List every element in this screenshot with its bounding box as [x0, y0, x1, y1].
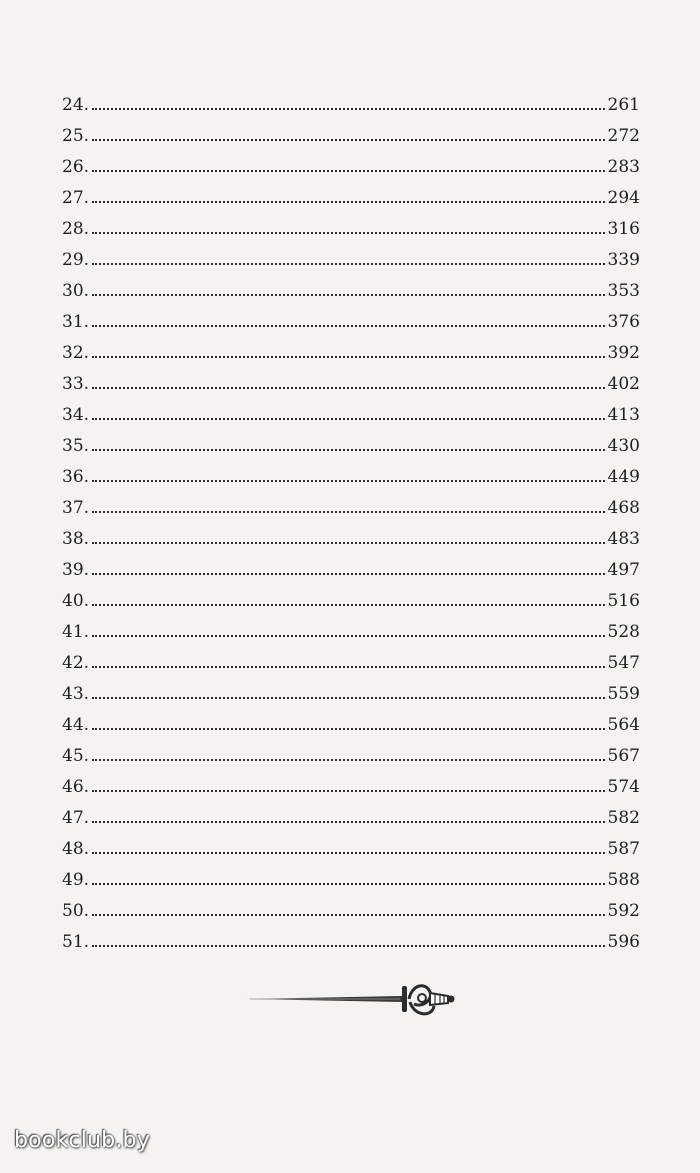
dot-leader: [92, 542, 605, 544]
dot-leader: [92, 325, 605, 327]
chapter-number: 46.: [62, 777, 90, 797]
toc-entry: [62, 270, 640, 301]
page-number: 449: [607, 467, 640, 487]
toc-entry: [62, 828, 640, 859]
dot-leader: [92, 790, 605, 792]
chapter-number: 30.: [62, 281, 90, 301]
dot-leader: [92, 449, 605, 451]
chapter-number: 50.: [62, 901, 90, 921]
chapter-number: 32.: [62, 343, 90, 363]
page-number: 402: [607, 374, 640, 394]
toc-entry: [62, 487, 640, 518]
toc-entry: [62, 611, 640, 642]
toc-entry: [62, 394, 640, 425]
dot-leader: [92, 728, 605, 730]
page-number: 316: [607, 219, 640, 239]
toc-entry: [62, 580, 640, 611]
chapter-number: 28.: [62, 219, 90, 239]
page-number: 559: [607, 684, 640, 704]
toc-entry: [62, 146, 640, 177]
page-number: 272: [607, 126, 640, 146]
chapter-number: 38.: [62, 529, 90, 549]
page-number: 261: [607, 95, 640, 115]
page-number: 294: [607, 188, 640, 208]
dot-leader: [92, 604, 605, 606]
dot-leader: [92, 697, 605, 699]
dot-leader: [92, 170, 605, 172]
toc-entry: [62, 890, 640, 921]
toc-entry: [62, 642, 640, 673]
page-number: 528: [607, 622, 640, 642]
page-number: 497: [607, 560, 640, 580]
chapter-number: 34.: [62, 405, 90, 425]
chapter-number: 29.: [62, 250, 90, 270]
chapter-number: 25.: [62, 126, 90, 146]
page-number: 516: [607, 591, 640, 611]
dot-leader: [92, 852, 605, 854]
chapter-number: 43.: [62, 684, 90, 704]
sword-icon: [244, 968, 456, 1028]
dot-leader: [92, 480, 605, 482]
chapter-number: 44.: [62, 715, 90, 735]
dot-leader: [92, 139, 605, 141]
chapter-number: 51.: [62, 932, 90, 952]
toc-entry: [62, 84, 640, 115]
toc-entry: [62, 859, 640, 890]
dot-leader: [92, 945, 605, 947]
toc-entry: [62, 115, 640, 146]
toc-entry: [62, 332, 640, 363]
toc-entry: [62, 425, 640, 456]
page-number: 376: [607, 312, 640, 332]
page-number: 574: [607, 777, 640, 797]
dot-leader: [92, 418, 605, 420]
dot-leader: [92, 263, 605, 265]
dot-leader: [92, 573, 605, 575]
dot-leader: [92, 356, 605, 358]
page-number: 547: [607, 653, 640, 673]
chapter-number: 48.: [62, 839, 90, 859]
page-number: 567: [607, 746, 640, 766]
dot-leader: [92, 201, 605, 203]
dot-leader: [92, 821, 605, 823]
toc-entry: [62, 363, 640, 394]
chapter-number: 33.: [62, 374, 90, 394]
page-number: 468: [607, 498, 640, 518]
dot-leader: [92, 108, 605, 110]
page-number: 339: [607, 250, 640, 270]
toc-entry: [62, 208, 640, 239]
dot-leader: [92, 666, 605, 668]
chapter-number: 39.: [62, 560, 90, 580]
toc-entry: [62, 239, 640, 270]
page-number: 564: [607, 715, 640, 735]
dot-leader: [92, 232, 605, 234]
dot-leader: [92, 511, 605, 513]
toc-entry: [62, 549, 640, 580]
page-number: 596: [607, 932, 640, 952]
page-number: 413: [607, 405, 640, 425]
toc-entry: [62, 921, 640, 952]
dot-leader: [92, 883, 605, 885]
page-number: 483: [607, 529, 640, 549]
chapter-number: 37.: [62, 498, 90, 518]
chapter-number: 41.: [62, 622, 90, 642]
dot-leader: [92, 635, 605, 637]
dot-leader: [92, 914, 605, 916]
dot-leader: [92, 294, 605, 296]
chapter-number: 24.: [62, 95, 90, 115]
toc-entry: [62, 177, 640, 208]
toc-entry: [62, 456, 640, 487]
chapter-number: 40.: [62, 591, 90, 611]
chapter-number: 35.: [62, 436, 90, 456]
toc-entry: [62, 301, 640, 332]
page-number: 587: [607, 839, 640, 859]
page-number: 353: [607, 281, 640, 301]
chapter-number: 49.: [62, 870, 90, 890]
page-number: 430: [607, 436, 640, 456]
page-number: 392: [607, 343, 640, 363]
chapter-number: 36.: [62, 467, 90, 487]
toc-entry: [62, 673, 640, 704]
watermark-text: bookclub.by: [14, 1128, 150, 1153]
page-number: 588: [607, 870, 640, 890]
page-number: 582: [607, 808, 640, 828]
page-number: 592: [607, 901, 640, 921]
toc-entry: [62, 704, 640, 735]
chapter-number: 47.: [62, 808, 90, 828]
chapter-number: 45.: [62, 746, 90, 766]
chapter-number: 31.: [62, 312, 90, 332]
table-of-contents: [62, 84, 640, 952]
toc-entry: [62, 518, 640, 549]
page-number: 283: [607, 157, 640, 177]
toc-entry: [62, 735, 640, 766]
chapter-number: 26.: [62, 157, 90, 177]
toc-entry: [62, 797, 640, 828]
dot-leader: [92, 759, 605, 761]
chapter-number: 42.: [62, 653, 90, 673]
chapter-number: 27.: [62, 188, 90, 208]
dot-leader: [92, 387, 605, 389]
toc-entry: [62, 766, 640, 797]
